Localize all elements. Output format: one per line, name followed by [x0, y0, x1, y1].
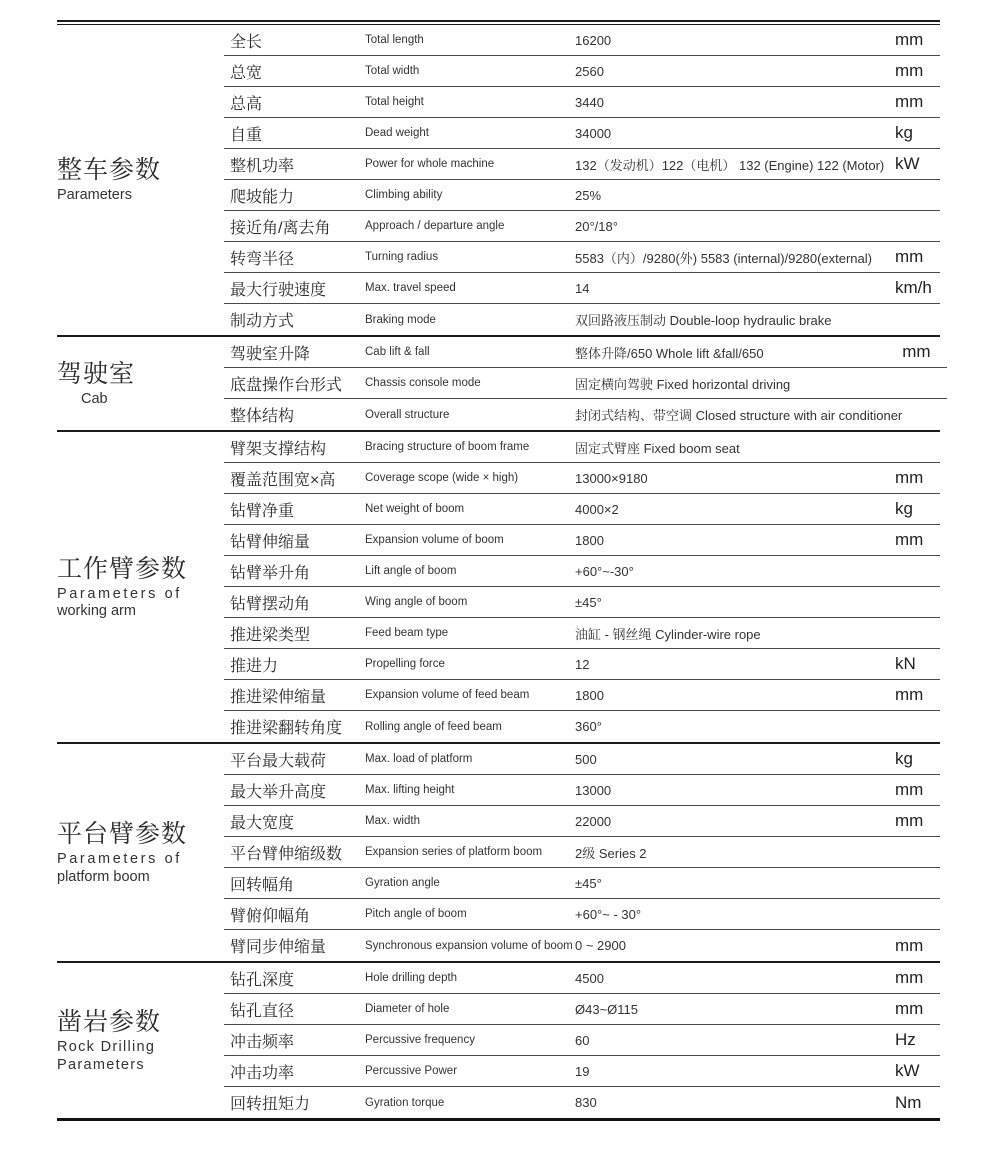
section-title-en-line: Parameters: [57, 187, 132, 204]
spec-row: [224, 432, 940, 463]
spec-row: [224, 618, 940, 649]
section-title-en-line: Parameters: [57, 1056, 145, 1073]
param-value: 油缸 - 钢丝绳 Cylinder-wire rope: [575, 626, 761, 642]
param-value: 132（发动机）122（电机） 132 (Engine) 122 (Motor): [575, 157, 885, 173]
spec-row: [224, 587, 940, 618]
param-unit: kW: [895, 154, 920, 173]
param-name-cn: 钻孔深度: [230, 971, 295, 989]
section-title-en: [57, 586, 224, 620]
param-value: 500: [575, 751, 597, 767]
param-value: 19: [575, 1063, 590, 1079]
spec-row: [224, 211, 940, 242]
param-name-cn: 平台臂伸缩级数: [230, 845, 343, 863]
section-title-en: [57, 187, 224, 204]
param-name-cn: 最大举升高度: [230, 783, 327, 801]
param-value: Ø43~Ø115: [575, 1001, 639, 1017]
section-label: [57, 963, 224, 1118]
param-value: 13000: [575, 782, 612, 798]
param-value: 固定横向驾驶 Fixed horizontal driving: [575, 376, 791, 392]
param-name-cn: 臂俯仰幅角: [230, 907, 311, 925]
spec-row: [224, 556, 940, 587]
spec-section: [57, 25, 940, 337]
param-name-en: Max. lifting height: [365, 784, 455, 796]
param-unit: mm: [895, 780, 924, 799]
param-name-en: Synchronous expansion volume of boom: [365, 939, 573, 952]
param-value: 34000: [575, 125, 612, 141]
section-title-en-line: Rock Drilling: [57, 1039, 156, 1056]
param-value: 双回路液压制动 Double-loop hydraulic brake: [575, 313, 832, 328]
param-name-en: Dead weight: [365, 127, 429, 139]
param-unit: mm: [895, 61, 924, 80]
spec-row: [224, 304, 940, 335]
section-title-en-line: working arm: [57, 603, 136, 619]
param-name-cn: 冲击频率: [230, 1033, 295, 1051]
spec-row: [224, 525, 940, 556]
param-name-en: Max. travel speed: [365, 282, 456, 294]
spec-row: [224, 806, 940, 837]
param-value: 2560: [575, 63, 604, 79]
param-name-en: Percussive frequency: [365, 1034, 475, 1046]
param-value: 封闭式结构、带空调 Closed structure with air conditioner: [575, 408, 903, 423]
param-name-cn: 钻臂摆动角: [230, 595, 311, 613]
spec-row: [224, 273, 940, 304]
param-name-cn: 推进梁翻转角度: [230, 720, 343, 737]
param-name-en: Diameter of hole: [365, 1003, 450, 1015]
spec-row: [224, 837, 940, 868]
section-label: [57, 337, 224, 430]
param-name-en: Expansion series of platform boom: [365, 846, 543, 858]
param-unit: mm: [895, 968, 924, 987]
param-unit: mm: [895, 468, 924, 487]
spec-row: [224, 463, 940, 494]
section-title-cn: 驾驶室: [57, 359, 136, 388]
param-value: 0 ~ 2900: [575, 938, 626, 953]
section-title-en: [57, 1039, 224, 1073]
param-name-cn: 最大宽度: [230, 814, 295, 832]
param-name-en: Gyration angle: [365, 877, 440, 889]
param-name-cn: 钻臂举升角: [230, 564, 311, 582]
param-name-en: Wing angle of boom: [365, 596, 468, 608]
param-value: 22000: [575, 813, 612, 829]
spec-row: [224, 711, 940, 742]
param-unit: Nm: [895, 1092, 922, 1112]
param-value: +60°~ - 30°: [575, 906, 642, 922]
param-name-en: Braking mode: [365, 313, 436, 326]
spec-row: [224, 242, 940, 273]
param-name-cn: 钻臂伸缩量: [230, 533, 311, 551]
param-unit: kN: [895, 654, 916, 673]
param-unit: mm: [895, 999, 924, 1018]
param-value: ±45°: [575, 594, 602, 610]
spec-section: [57, 337, 940, 432]
param-value: 20°/18°: [575, 218, 618, 234]
param-name-en: Turning radius: [365, 251, 439, 263]
param-name-cn: 制动方式: [230, 313, 295, 330]
spec-row: [224, 1025, 940, 1056]
section-label: [57, 744, 224, 961]
param-unit: Hz: [895, 1030, 916, 1049]
spec-row: [224, 87, 940, 118]
param-value: 1800: [575, 532, 604, 548]
param-name-cn: 回转幅角: [230, 876, 295, 894]
param-name-cn: 推进梁伸缩量: [230, 688, 327, 706]
param-unit: mm: [895, 92, 924, 111]
param-value: 4000×2: [575, 501, 619, 517]
param-value: 25%: [575, 187, 602, 203]
param-name-cn: 钻孔直径: [230, 1002, 295, 1020]
param-value: 14: [575, 280, 590, 296]
spec-table: [57, 20, 940, 1121]
section-title-cn: 平台臂参数: [57, 820, 188, 849]
param-name-cn: 平台最大载荷: [230, 752, 327, 770]
param-name-cn: 钻臂净重: [230, 502, 295, 520]
param-name-cn: 覆盖范围宽×高: [230, 471, 336, 489]
spec-row: [224, 994, 940, 1025]
spec-section: [57, 744, 940, 963]
section-rows: [224, 744, 940, 961]
param-unit: mm: [895, 30, 924, 49]
param-name-en: Rolling angle of feed beam: [365, 720, 502, 733]
section-rows: [224, 337, 947, 430]
param-name-en: Coverage scope (wide × high): [365, 472, 519, 484]
section-label: [57, 25, 224, 335]
param-name-en: Max. load of platform: [365, 753, 473, 765]
spec-row: [224, 494, 940, 525]
param-name-en: Net weight of boom: [365, 503, 465, 515]
param-unit: mm: [895, 811, 924, 830]
section-label: [57, 432, 224, 742]
param-name-cn: 转弯半径: [230, 250, 295, 268]
param-value: 13000×9180: [575, 470, 648, 486]
param-unit: mm: [902, 342, 931, 361]
param-value: 固定式臂座 Fixed boom seat: [575, 440, 740, 456]
spec-row: [224, 180, 940, 211]
param-unit: mm: [895, 685, 924, 704]
spec-section: [57, 963, 940, 1121]
param-name-en: Lift angle of boom: [365, 565, 457, 577]
param-value: 830: [575, 1095, 597, 1110]
param-name-en: Bracing structure of boom frame: [365, 441, 530, 453]
spec-row: [224, 930, 940, 961]
param-name-cn: 底盘操作台形式: [230, 376, 343, 394]
param-name-cn: 总宽: [230, 64, 263, 82]
param-name-en: Expansion volume of boom: [365, 534, 504, 546]
param-value: 1800: [575, 687, 604, 703]
param-name-cn: 冲击功率: [230, 1064, 295, 1082]
param-unit: mm: [895, 530, 924, 549]
section-title-cn: 工作臂参数: [57, 554, 188, 583]
param-value: 60: [575, 1032, 590, 1048]
param-name-cn: 接近角/离去角: [230, 219, 331, 237]
param-name-en: Climbing ability: [365, 189, 443, 201]
param-name-en: Propelling force: [365, 658, 445, 670]
param-name-cn: 爬坡能力: [230, 188, 295, 206]
param-value: 整体升降/650 Whole lift &fall/650: [575, 345, 764, 361]
spec-row: [224, 25, 940, 56]
spec-row: [224, 1087, 940, 1118]
param-name-cn: 最大行驶速度: [230, 281, 327, 299]
param-name-cn: 推进力: [230, 657, 279, 675]
param-name-en: Percussive Power: [365, 1065, 458, 1077]
param-name-cn: 臂架支撑结构: [230, 440, 327, 458]
spec-row: [224, 399, 947, 430]
param-name-cn: 整体结构: [230, 408, 295, 425]
param-name-en: Gyration torque: [365, 1096, 445, 1109]
param-name-en: Approach / departure angle: [365, 220, 505, 232]
param-name-en: Overall structure: [365, 408, 450, 421]
param-name-cn: 自重: [230, 126, 263, 144]
param-name-cn: 臂同步伸缩量: [230, 939, 327, 956]
spec-row: [224, 680, 940, 711]
param-name-en: Cab lift & fall: [365, 346, 430, 358]
param-unit: mm: [895, 247, 924, 266]
param-value: 360°: [575, 719, 602, 734]
section-title-en: [57, 391, 224, 408]
section-title-en-line: Cab: [81, 390, 108, 407]
spec-row: [224, 1056, 940, 1087]
param-name-cn: 总高: [230, 95, 263, 113]
param-name-en: Total length: [365, 34, 424, 46]
param-value: +60°~-30°: [575, 563, 634, 579]
spec-row: [224, 868, 940, 899]
param-name-en: Feed beam type: [365, 627, 449, 639]
param-name-cn: 整机功率: [230, 157, 295, 175]
param-name-en: Power for whole machine: [365, 158, 495, 170]
section-title-cn: 凿岩参数: [57, 1008, 162, 1037]
spec-row: [224, 775, 940, 806]
param-name-en: Chassis console mode: [365, 377, 481, 389]
param-name-en: Max. width: [365, 815, 420, 827]
spec-table-body: [57, 25, 940, 1121]
spec-row: [224, 744, 940, 775]
param-value: 16200: [575, 32, 612, 48]
param-name-cn: 全长: [230, 33, 263, 51]
spec-row: [224, 899, 940, 930]
param-value: 4500: [575, 970, 604, 986]
param-name-en: Total height: [365, 96, 424, 108]
param-name-en: Total width: [365, 65, 420, 77]
spec-row: [224, 149, 940, 180]
spec-row: [224, 368, 947, 399]
param-value: ±45°: [575, 875, 602, 891]
section-title-en-line: Parameters of: [57, 585, 182, 602]
param-name-en: Pitch angle of boom: [365, 908, 467, 920]
spec-row: [224, 649, 940, 680]
section-title-en-line: Parameters of: [57, 851, 182, 868]
section-title-en-line: platform boom: [57, 868, 150, 885]
param-name-en: Expansion volume of feed beam: [365, 689, 530, 701]
section-rows: [224, 963, 940, 1118]
spec-row: [224, 56, 940, 87]
param-name-cn: 回转扭矩力: [230, 1096, 311, 1113]
param-value: 12: [575, 656, 590, 672]
section-title-cn: 整车参数: [57, 156, 162, 185]
param-unit: kW: [895, 1061, 920, 1080]
param-value: 5583（内）/9280(外) 5583 (internal)/9280(external): [575, 250, 872, 266]
param-unit: kg: [895, 123, 913, 142]
section-title-en: [57, 851, 224, 885]
param-value: 3440: [575, 94, 604, 110]
param-name-cn: 驾驶室升降: [230, 345, 311, 363]
spec-row: [224, 337, 947, 368]
spec-row: [224, 963, 940, 994]
param-unit: mm: [895, 935, 924, 955]
spec-section: [57, 432, 940, 744]
param-unit: km/h: [895, 278, 932, 297]
param-unit: kg: [895, 499, 913, 518]
param-unit: kg: [895, 749, 913, 768]
param-name-cn: 推进梁类型: [230, 626, 311, 644]
param-name-en: Hole drilling depth: [365, 972, 458, 984]
section-rows: [224, 432, 940, 742]
section-rows: [224, 25, 940, 335]
spec-row: [224, 118, 940, 149]
param-value: 2级 Series 2: [575, 845, 647, 861]
